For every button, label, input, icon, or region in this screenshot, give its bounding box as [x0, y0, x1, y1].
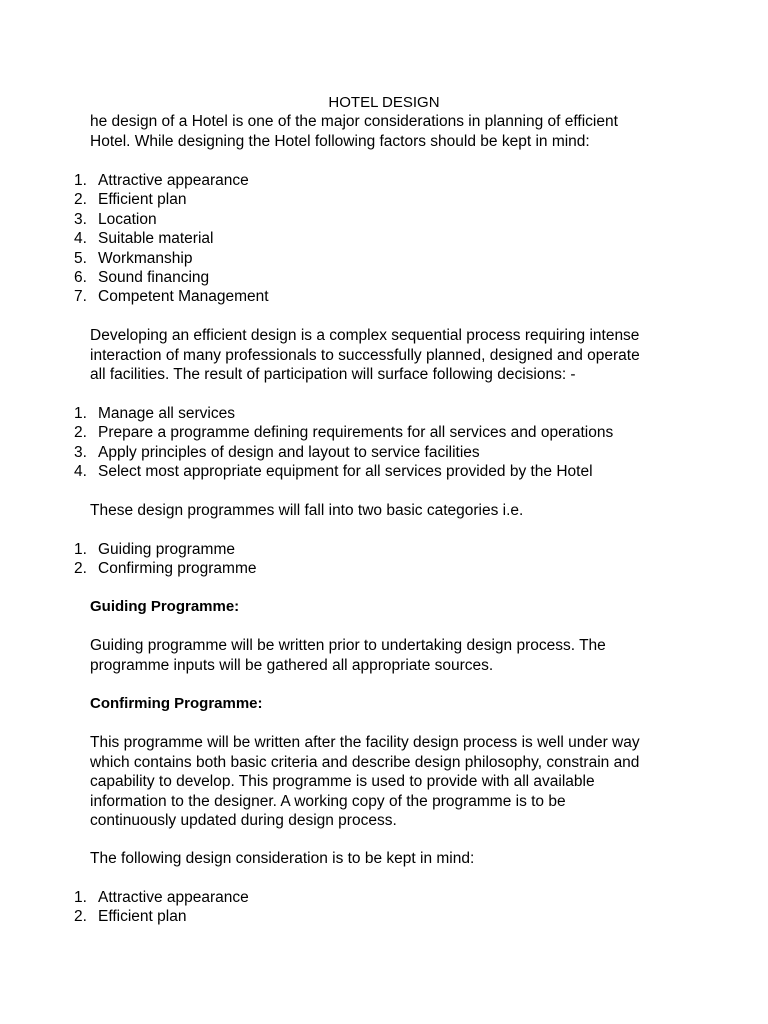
- list-number: 4.: [74, 463, 87, 481]
- developing-line: interaction of many professionals to successfully planned, designed and operate: [90, 346, 640, 364]
- list-number: 4.: [74, 230, 87, 248]
- list-number: 2.: [74, 424, 87, 442]
- guiding-line: Guiding programme will be written prior to undertaking design process. The: [90, 637, 606, 654]
- confirming-line: This programme will be written after the facility design process is well under way: [90, 734, 640, 751]
- developing-line: Developing an efficient design is a complex sequential process requiring intense: [90, 327, 640, 344]
- list-number: 3.: [74, 443, 87, 461]
- list-number: 5.: [74, 249, 87, 267]
- list-text: Select most appropriate equipment for all services provided by the Hotel: [98, 463, 593, 481]
- developing-paragraph: [90, 326, 690, 385]
- consideration-intro: The following design consideration is to be kept in mind:: [90, 850, 475, 867]
- list-text: Workmanship: [98, 249, 193, 267]
- list-number: 1.: [74, 889, 87, 906]
- list-number: 6.: [74, 268, 87, 286]
- list-number: 2.: [74, 191, 87, 209]
- list-text: Sound financing: [98, 268, 210, 286]
- list-number: 3.: [74, 210, 87, 228]
- list-text: Efficient plan: [98, 908, 187, 926]
- confirming-line: capability to develop. This programme is used to provide with all available: [90, 773, 595, 790]
- intro-line: he design of a Hotel is one of the major considerations in planning of efficient: [90, 113, 618, 130]
- guiding-heading: Guiding Programme:: [90, 598, 240, 615]
- list-number: 1.: [74, 405, 87, 422]
- confirming-line: information to the designer. A working copy of the programme is to be: [90, 792, 566, 810]
- confirming-line: which contains both basic criteria and describe design philosophy, constrain and: [90, 753, 640, 771]
- list-number: 2.: [74, 908, 87, 926]
- guiding-paragraph: [90, 636, 690, 675]
- list-text: Competent Management: [98, 288, 269, 306]
- list-text: Manage all services: [98, 405, 235, 422]
- list-text: Attractive appearance: [98, 172, 249, 189]
- list-number: 1.: [74, 541, 87, 558]
- document-title: HOTEL DESIGN: [328, 94, 440, 111]
- list-number: 7.: [74, 288, 87, 306]
- list-number: 2.: [74, 560, 87, 578]
- categories-intro: These design programmes will fall into two basic categories i.e.: [90, 502, 524, 519]
- confirming-line: continuously updated during design process.: [90, 812, 397, 829]
- list-text: Guiding programme: [98, 541, 235, 558]
- list-text: Prepare a programme defining requirements for all services and operations: [98, 424, 614, 442]
- guiding-line: programme inputs will be gathered all appropriate sources.: [90, 656, 494, 674]
- developing-line: all facilities. The result of participation will surface following decisions: -: [90, 366, 576, 383]
- list-number: 1.: [74, 172, 87, 189]
- list-text: Efficient plan: [98, 191, 187, 209]
- list-text: Suitable material: [98, 230, 214, 248]
- list-text: Location: [98, 210, 157, 228]
- list-text: Apply principles of design and layout to service facilities: [98, 443, 480, 461]
- list-text: Attractive appearance: [98, 889, 249, 906]
- list-text: Confirming programme: [98, 560, 257, 578]
- confirming-heading: Confirming Programme:: [90, 695, 263, 712]
- confirming-paragraph: [90, 733, 690, 831]
- intro-line: Hotel. While designing the Hotel following factors should be kept in mind:: [90, 132, 590, 150]
- intro-paragraph: [90, 112, 690, 151]
